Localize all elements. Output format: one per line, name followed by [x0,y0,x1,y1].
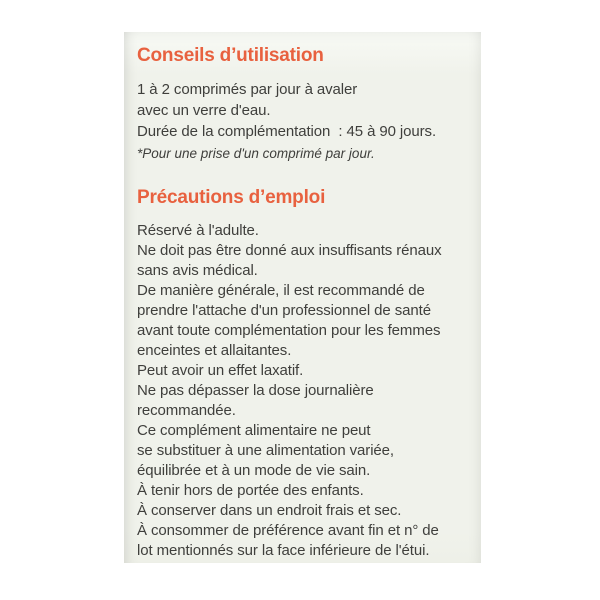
precaution-line: enceintes et allaitantes. [137,342,292,359]
usage-line: avec un verre d'eau. [137,102,271,119]
precaution-line: sans avis médical. [137,262,258,279]
precaution-line: Ne doit pas être donné aux insuffisants rénaux [137,242,442,259]
usage-footnote: *Pour une prise d'un comprimé par jour. [137,146,375,161]
usage-line: Durée de la complémentation : 45 à 90 jours. [137,123,437,140]
precaution-line: À conserver dans un endroit frais et sec. [137,502,402,519]
precaution-line: À tenir hors de portée des enfants. [137,482,364,499]
precautions-title: Précautions d’emploi [137,187,326,208]
precaution-line: Ne pas dépasser la dose journalière [137,382,374,399]
precaution-line: lot mentionnés sur la face inférieure de l'étui. [137,542,430,559]
precaution-line: De manière générale, il est recommandé de [137,282,425,299]
precaution-line: recommandée. [137,402,236,419]
precaution-line: Ce complément alimentaire ne peut [137,422,371,439]
precaution-line: avant toute complémentation pour les femmes [137,322,441,339]
precaution-line: se substituer à une alimentation variée, [137,442,394,459]
precaution-line: À consommer de préférence avant fin et n° de [137,522,439,539]
precaution-line: équilibrée et à un mode de vie sain. [137,462,371,479]
precaution-line: Réservé à l'adulte. [137,222,259,239]
precaution-line: Peut avoir un effet laxatif. [137,362,304,379]
usage-line: 1 à 2 comprimés par jour à avaler [137,81,358,98]
label-panel [124,32,481,563]
section-usage-advice [137,44,468,163]
usage-advice-title: Conseils d’utilisation [137,45,324,66]
section-precautions [137,186,468,561]
precaution-line: prendre l'attache d'un professionnel de santé [137,302,431,319]
